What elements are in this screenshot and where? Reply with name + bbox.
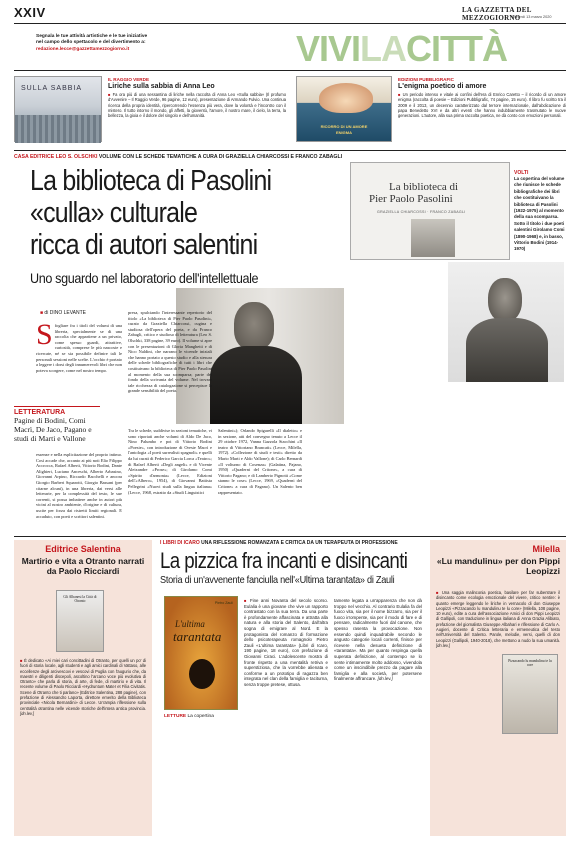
overline-label: CASA EDITRICE LEO S. OLSCHKI [14,154,98,160]
pizzica-col-1 [244,598,328,834]
box-headline: Martirio e vita a Otranto narrati da Paolo Ricciardi [21,556,145,576]
caption-text: La copertina [187,714,214,719]
main-col-3 [218,428,302,532]
story-body [108,92,286,118]
caption-label: VOLTI [514,170,529,176]
col-2-text: presa, spulciando l'interessante repertorio del titolo «La biblioteca di Pier Paolo Pasolini», curato da Graziella Chiarcossi, cugina e studiosa dell'opera del poeta, e da Franco Zabagli, critico e studioso di letteratura (Leo S. Olschki, 338 pagine, 39 euro). Il volume si apre con le presentazioni di Gloria Manghetti e di Nico Naldini, che narrano le vicende iniziali che hanno portato a questo studio e alla stesura delle schede bibliografiche di tutti i libri che costituivano la biblioteca di Pier Paolo Pasolini al momento della sua scomparsa; parte del fondo della scrivania del volume. Nel trovare tale ricchezza di catalogazione si percepisce la grande sensibilità del poeta. [128,310,212,394]
pizzica-headline: La pizzica fra incanti e disincanti [160,548,408,573]
pizzica-overline [160,540,460,546]
story-headline: L'enigma poetico di amore [398,83,487,90]
section-title-citta: CITTÀ [406,28,508,69]
notice-line-1: Segnala le tue attività artistiche e le tue iniziative [36,34,148,39]
cover-authors: GRAZIELLA CHIARCOSSI · FRANCO ZABAGLI [377,210,466,214]
header-rule [14,23,566,24]
caption-text: La copertina del volume che riunisce le schede bibliografiche dei libri che costituivano la biblioteca di Pasolini (1922-1975) al momento della sua scomparsa. Sotto il titolo i due poeti salentini Girolamo Comi (1890-1968) e, in basso, Vittorio Bodini (1914-1970) [514,176,565,252]
page-number: XXIV [14,5,46,20]
col-2-text [334,598,422,682]
section-title-la: LA [360,28,407,69]
drop-cap: S [36,318,53,351]
cover-title-line-2: tarantata [173,629,222,644]
cover-photo [411,219,455,257]
box-headline: «Lu mandulinu» per don Pippi Leopizzi [436,556,560,576]
sidebar-text: Pagine di Bodini, Comi Macrì, De Jaco, Pagano e studi di Marti e Vallone [14,416,92,443]
portrait-face [234,302,274,350]
book-cover-sulla-sabbia [14,76,102,142]
story-body-text: Fa ora più di una sessantina di liriche nella raccolta di Anna Leo «Sulla sabbia» (Il profumo d'Avvenire – Il Raggio Verde, 96 pagine, 12 euro), presentazione di Armando Fulvio. Una continua ricerca della propria identità, ripercorrendo l'essenza più vera, dove la volontà e l'incontro con il mistero. Il tutto intorno il mondo, gli affetti, la gioventù, l'amore, il nostro mare, il cielo, la terra, la bellezza, la gioia e il dolore del singolo e dell'umanità. [108,92,286,119]
main-overline [14,154,414,160]
box-body-text: Una saggia malinconia poetica, basilare per far subentrare il disincanto come ecologia emozionale del vivere, critico sentire: è quanto emerge leggendo le liriche in vernacolo di don Giuseppe Leopizzi «Pizzacando lu mandulinu te lu core» (Milella, 108 pagine, 10 euro), edite a cura dell'associazione Amici di don Pippi Leopizzi di Gallipoli, con traduzione in lingua italiana di Anna Grazia Alibiato, prefazione del giornalista Giuseppe Albahari e riflessione di Carlo A. Augieri, docente di Critica letteraria e ermeneutica del testo nell'Università del Salento. Parole, melodie, versi, quelli di don Leopizzi (Gallipoli, 1940-2018), che mettono a nudo la sua umanità. [436,590,560,643]
book-cover-tarantata [164,596,238,710]
cover-author: Pietro Zauli [214,601,233,605]
portrait-suit [210,346,302,424]
box-body: ■ È dedicato «Ai miei cari concittadini di Otranto, per quelli un po' di fuori di storia locale, agli studenti e agli amici cardinali di Vattaso, alle eccellenze degli arcivescovi e vescovi di Puglia con l'augurio che, da maestri e diligenti discepoli, ascoltino l'arcano voce più evolutiva di Otranto» che parla di storia, di arte, di fede, di martirio e di vita. Il recente volume di Paolo Ricciardi «Hydruntum Mater et Filia Civitatis. Scene di Otranto che ti parlano» (Editrice Salentina, 288 pagine), con prefazione di Alessandro Laporta, direttore emerito della Biblioteca provinciale «Nicola Bernardini» di Lecce. Un'ampia riflessione sulla centralità otrantina nelle vicende storiche dell'intera antica provincia. [dn.lev.] [20,658,146,716]
cover-title: SULLA SABBIA [21,85,83,92]
main-headline [30,165,305,261]
main-col-1 [36,318,122,373]
book-cover-mandulinu [502,654,558,734]
cover-title-line-1: La biblioteca di [389,181,459,193]
byline-text: di DINO LEVANTE [44,310,87,316]
cover-art [319,83,373,113]
box-body-text: È dedicato «Ai miei cari concittadini di Otranto, per quelli un po' di fuori di storia locale, agli studenti e agli amici cardinali di Vattaso, alle eccellenze degli arcivescovi e vescovi di Puglia con l'augurio che, da maestri e diligenti discepoli, ascoltino l'arcano voce più evolutiva di Otranto» che parla di storia, di arte, di fede, di martirio e di vita. Il recente volume di Paolo Ricciardi «Hydruntum Mater et Filia Civitatis. Scene di Otranto che ti parlano» (Editrice Salentina, 288 pagine), con prefazione di Alessandro Laporta, direttore emerito della Biblioteca provinciale «Nicola Bernardini» di Lecce. Un'ampia riflessione sulla centralità otrantina nelle vicende storiche dell'intera antica provincia. [20,658,146,711]
cover-art [15,115,101,143]
headline-line-2: «culla» culturale [30,197,198,229]
col-1-text [244,598,328,688]
book-cover-otranto [56,590,104,652]
cover-title-2: ENIGMA [336,130,352,135]
story-enigma [398,77,566,118]
overline-label: I LIBRI DI ICARO [160,540,200,546]
masthead: LA GAZZETTA DEL MEZZOGIORNO [462,6,532,22]
box-label: Editrice Salentina [45,544,121,554]
portrait-bodini [448,262,564,382]
byline: ■ di DINO LEVANTE [40,310,87,316]
signature: [dn.lev.] [20,710,35,716]
cover-title-line-1: L'ultima [175,619,205,629]
cover-caption [164,714,214,719]
cover-title: Gli Albanesi la Città di Otranto [63,595,97,603]
section-title-vivi: VIVI [296,28,361,69]
sidebar-letteratura [14,406,100,443]
sidebar-label: LETTERATURA [14,409,66,416]
signature: [dn.lev.] [436,642,451,648]
col-1-text: fogliare fra i titoli del volumi di una libreria, specialmente se di una raccolta che appartiene a un privato, come spesso guardi, attrattive, curiosità, comprese le più nascoste e ricercate, né se sia possibile definire tali le personali sessioni nelle scelte. L'occhio è portato a leggere i dorsi degli innumerevoli libri che non poteva scorgere, come nel nostro tempo. [36,323,122,373]
photo-caption [514,170,568,253]
book-cover-enigma [296,76,392,142]
box-body: ■ Una saggia malinconia poetica, basilare per far subentrare il disincanto come ecologia emozionale del vivere, critico sentire: è quanto emerge leggendo le liriche in vernacolo di don Giuseppe Leopizzi «Pizzacando lu mandulinu te lu core» (Milella, 108 pagine, 10 euro), edite a cura dell'associazione Amici di don Pippi Leopizzi di Gallipoli, con traduzione in lingua italiana di Anna Grazia Alibiato, prefazione del giornalista Giuseppe Albahari e riflessione di Carlo A. Augieri, docente di Critica letteraria e ermeneutica del testo nell'Università del Salento. Parole, melodie, versi, quelli di don Leopizzi (Gallipoli, 1940-2018), che mettono a nudo la sua umanità. [dn.lev.] [436,590,560,648]
col-2b-text: Tra le schede, suddivise in sezioni tematiche, vi sono riportati anche volumi di Aldo De Jaco, Nino Palumbo e poi di Vittorio Bodini «Poesie», con introduzione di Oreste Macrì e l'antologia «I poeti surrealisti spagnoli» e quelli da lui curati di Federico Garcia Lorca «Teatro»; di Rafael Alberti «Degli angeli» e di Vicente Aleixandre «Prose»; di Girolamo Comi «Spirito d'armonia» (Lecce, Edizioni dell'«Albero», 1954), di Giovanni Battista Pellegrini «Nuovi studi sulla lingua italiana» (Lecce, 1968, estratto da «Studi Linguistici [128,428,212,495]
headline-line-3: ricca di autori salentini [30,229,258,261]
portrait-face [488,278,522,322]
caption-label: LETTURE [164,714,187,719]
notice-line-2: nel campo dello spettacolo e del divertimento a: [36,40,146,46]
col-2-body: tamente legata a un'apparenza che non dà troppo nel vecchio. Al contrario Eulalia fa del fuoco vita, sia per il nome bizzarro, sia per il fuoco irrompente, sia per il modo di fare e di pensare, radicalmente fuori dal canone, che spesso rasenta la provocazione. Non essendo quindi inquadrabile secondo le angusto categorie locali correnti, finisce per ricevere nella desueta definizione di «tarantata». Ma per quanto respinga quella superata definizione, al contempo se lo sente intimamente molto addosso, vivendola come un inscindibile prezzo da pagare alla famiglia e alla società, per potersene finalmente affrancare. [334,598,422,682]
box-label: Milella [532,544,560,554]
col-1b-text: essenze e nella esplicitazione del proprio intimo. Così accade che, accanto ai più noti Elio Filippo Accrocca, Rafael Alberti, Vittorio Bodini, Dante Alighieri, Luciano Anceschi, Alberto Arbasino, Giovanni Arpino, Riccardo Bacchelli e ancora Giorgio Barberi Squarotti, Giorgio Bassani (per citarne alcuni), in una libreria, dai versi alle letterarie, per la complessità del testo, le sue correnti, si possa imbattere anche in autori più vicini al nostro ambiente, d'origine e di cultura, uscite per forza dai ristretti limiti regionali. E accaduto, con poeti e scrittori salentini. [36,452,122,519]
col-1-body: Fine anni Novanta del secolo scorso. Eulalia è una giovane che vive un rapporto contrastato con la sua terra. Da una parte è profondamente affascinata e attratta alla natura e alla storia del Salento, dall'altra sogna di emigrare al Nord. E la protagonista del romanzo di formazione dello psicoterapeuta romagnolo Pietro Zauli «L'ultima tarantata» (Libri di Icaro, 190 pagine, 18 euro), con prefazione di Giovanni Ciraci. L'adolescente mostra di fronte rispetto a una mentalità retriva e superstiziosa, che la vorrebbe alienata e conforme a un prototipo di ragazza ben integrata nel clan della famiglia e taciturna, senza troppe pretese, ottusa. [244,598,328,687]
pizzica-col-2 [334,598,422,834]
story-headline: Liriche sulla sabbia di Anna Leo [108,83,215,90]
signature: [dn.lev.] [377,676,393,682]
overline-text: UNA RIFLESSIONE ROMANZATA E CRITICA DA UN TERAPEUTA DI PROFESSIONE [201,540,398,546]
main-col-2 [128,310,212,422]
main-col-1b [36,452,122,519]
divider [14,150,566,151]
divider [14,536,566,537]
story-sulla-sabbia [108,77,286,118]
main-subhead: Uno sguardo nel laboratorio dell'intellettuale [30,270,259,286]
spider-icon [189,659,215,689]
notice-email-link[interactable]: redazione.lecce@gazzettamezzogiorno.it [36,46,130,52]
portrait-suit [466,318,548,382]
box-editrice-salentina [14,540,152,836]
story-kicker: EDIZIONI PUBBLIGRAFIC [398,77,454,82]
main-col-2b [128,428,212,532]
submission-notice [36,34,216,53]
box-milella [430,540,566,836]
overline-text: VOLUME CON LE SCHEDE TEMATICHE A CURA DI GRAZIELLA CHIARCOSSI E FRANCO ZABAGLI [98,154,343,160]
cover-title: Pizzacando lu mandulinu te lu core [508,659,552,667]
cover-title-1: RICORRO DI UN AMORE [320,124,368,129]
col-3-text: Salentini»); Orlando Spigarelli «Il dialetto» e in sezione, atti del convegno tenuto a Lecce il 29 ottobre 1972, Vanna Gazzola Stacchini «Il teatro di Vittoriano Brancati» (Lecce, Milella, 1972). «Collezione di studi e testi» diretto da Mario Marti e Aldo Vallone); di Carlo Bernardi «Il volturno di Cosenza» (Galatina, Pajano, 1950) «Quaderni del Critone», a cura di Vittorio Pagano; e di Lamberto Pignotti «Come stanno le cose» (Lecce, 1969, «Quaderni del Critone» a cura di Pagano). Un Salento ben rappresentato. [218,428,302,495]
section-title [296,26,507,72]
story-body [398,92,566,118]
story-body-text: Un periodo intenso e vitale ai confini dell'era di Enrico Caretto – il ricordo di un amore enigma (raccolta di poesie – Edizioni Pubbligrafic, 74 pagine, 15 euro). Il libro fu scritto tra il 2009 e il 2013, un decennio caratterizzato dal terrore internazionale, dall'abdicazione di papa Benedetto XVI e da altri eventi che hanno indubbiamente trasmutato le nuove generazioni. L'autore, alla sua prima raccolta poetica, ne dà conto con emozioni personali. [398,92,566,119]
pizzica-subhead: Storia di un'avvenente fanciulla nell'«Ultima tarantata» di Zauli [160,575,395,586]
header-date: Venerdì 13 marzo 2020 [512,15,552,19]
header-bottom-rule [14,70,566,71]
cover-title-line-2: Pier Paolo Pasolini [369,193,453,205]
book-cover-biblioteca [350,162,510,260]
headline-line-1: La biblioteca di Pasolini [30,165,272,197]
story-kicker: IL RAGGIO VERDE [108,77,150,82]
